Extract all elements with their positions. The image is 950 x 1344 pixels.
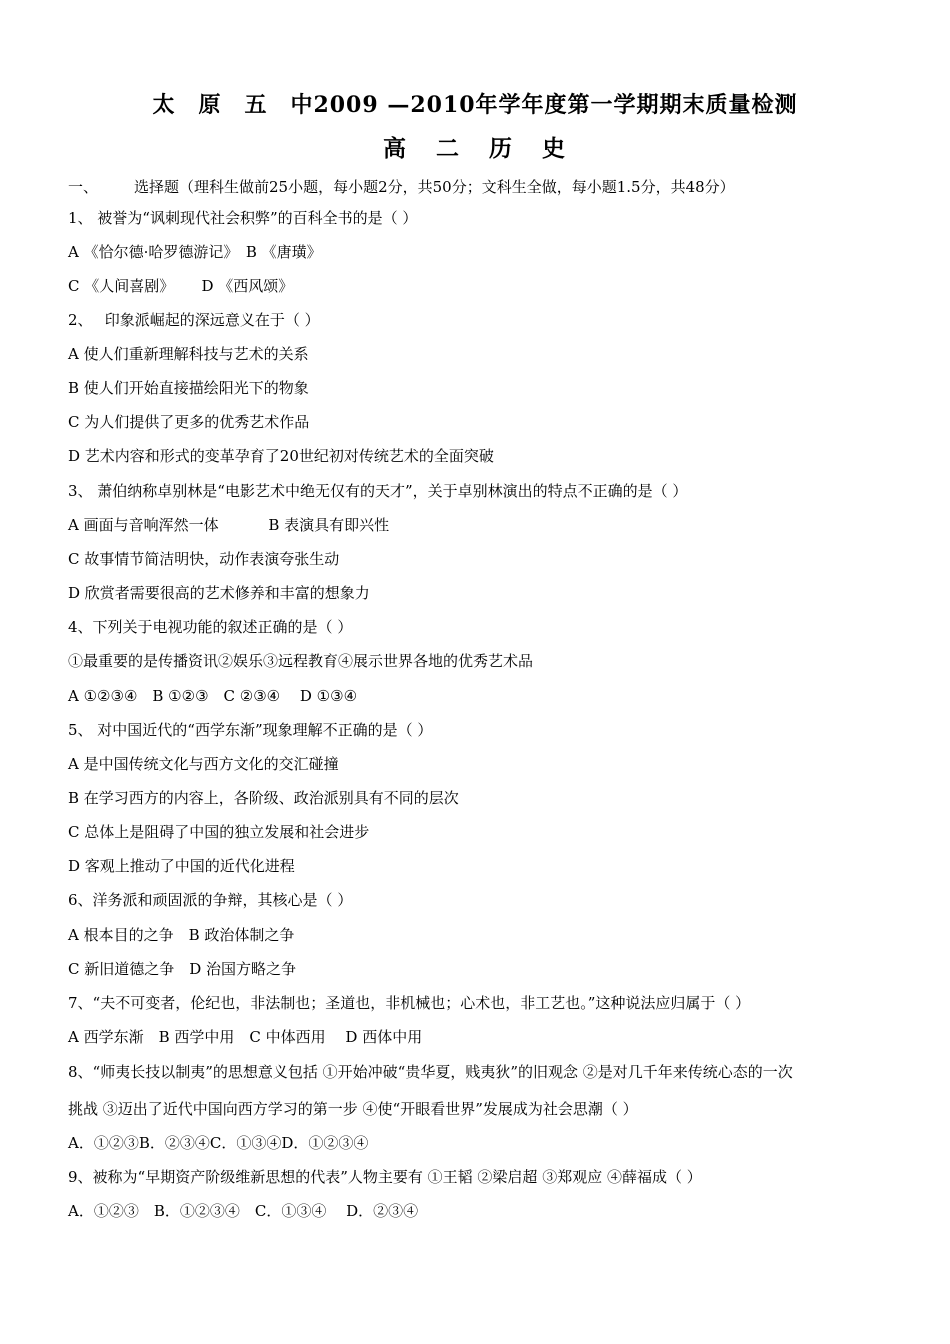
question-line: 6、洋务派和顽固派的争辩，其核心是（ ）	[68, 891, 353, 909]
question-line: A 画面与音响浑然一体 B 表演具有即兴性	[68, 516, 390, 534]
question-line: 9、被称为“早期资产阶级维新思想的代表”人物主要有 ①王韬 ②梁启超 ③郑观应 ④薛福成（ ）	[68, 1168, 702, 1186]
section-number: 一、	[68, 178, 99, 196]
section-heading	[68, 176, 735, 197]
page-subtitle: 高 二 历 史	[382, 135, 568, 162]
question-line: A．①②③ B．①②③④ C．①③④ D．②③④	[68, 1202, 419, 1220]
question-line: B 使人们开始直接描绘阳光下的物象	[68, 379, 309, 397]
question-line: 5、 对中国近代的“西学东渐”现象理解不正确的是（ ）	[68, 721, 433, 739]
question-line: 4、下列关于电视功能的叙述正确的是（ ）	[68, 618, 353, 636]
page-title: 太 原 五 中2009 —2010年学年度第一学期期末质量检测	[152, 92, 798, 118]
question-line: C 新旧道德之争 D 治国方略之争	[68, 960, 297, 978]
section-text: 选择题（理科生做前25小题，每小题2分，共50分；文科生全做，每小题1.5分，共48分）	[134, 178, 735, 196]
question-line: A 《恰尔德·哈罗德游记》 B 《唐璜》	[68, 243, 322, 261]
question-line: 8、“师夷长技以制夷”的思想意义包括 ①开始冲破“贵华夏，贱夷狄”的旧观念 ②是对几千年来传统心态的一次	[68, 1063, 793, 1081]
question-line: C 故事情节简洁明快，动作表演夸张生动	[68, 550, 340, 568]
question-line: A 是中国传统文化与西方文化的交汇碰撞	[68, 755, 339, 773]
question-line: C 为人们提供了更多的优秀艺术作品	[68, 413, 310, 431]
question-line: 挑战 ③迈出了近代中国向西方学习的第一步 ④使“开眼看世界”发展成为社会思潮（ ）	[68, 1100, 638, 1118]
question-line: C 总体上是阻碍了中国的独立发展和社会进步	[68, 823, 370, 841]
question-line: 1、 被誉为“讽刺现代社会积弊”的百科全书的是（ ）	[68, 209, 418, 227]
question-line: D 欣赏者需要很高的艺术修养和丰富的想象力	[68, 584, 370, 602]
question-line: A 根本目的之争 B 政治体制之争	[68, 926, 295, 944]
question-line: A．①②③B．②③④C．①③④D．①②③④	[68, 1134, 369, 1152]
question-line: D 客观上推动了中国的近代化进程	[68, 857, 295, 875]
question-line: 2、 印象派崛起的深远意义在于（ ）	[68, 311, 320, 329]
question-line: 7、“夫不可变者，伦纪也，非法制也；圣道也，非机械也；心术也，非工艺也。”这种说法应归属于（ ）	[68, 994, 751, 1012]
question-line: 3、 萧伯纳称卓别林是“电影艺术中绝无仅有的天才”，关于卓别林演出的特点不正确的是（ ）	[68, 482, 688, 500]
question-line: C 《人间喜剧》 D 《西风颂》	[68, 277, 294, 295]
question-line: A ①②③④ B ①②③ C ②③④ D ①③④	[68, 687, 358, 705]
question-line: ①最重要的是传播资讯②娱乐③远程教育④展示世界各地的优秀艺术品	[68, 652, 534, 670]
question-line: A 使人们重新理解科技与艺术的关系	[68, 345, 309, 363]
question-line: A 西学东渐 B 西学中用 C 中体西用 D 西体中用	[68, 1028, 423, 1046]
question-line: B 在学习西方的内容上，各阶级、政治派别具有不同的层次	[68, 789, 459, 807]
question-line: D 艺术内容和形式的变革孕育了20世纪初对传统艺术的全面突破	[68, 447, 494, 465]
